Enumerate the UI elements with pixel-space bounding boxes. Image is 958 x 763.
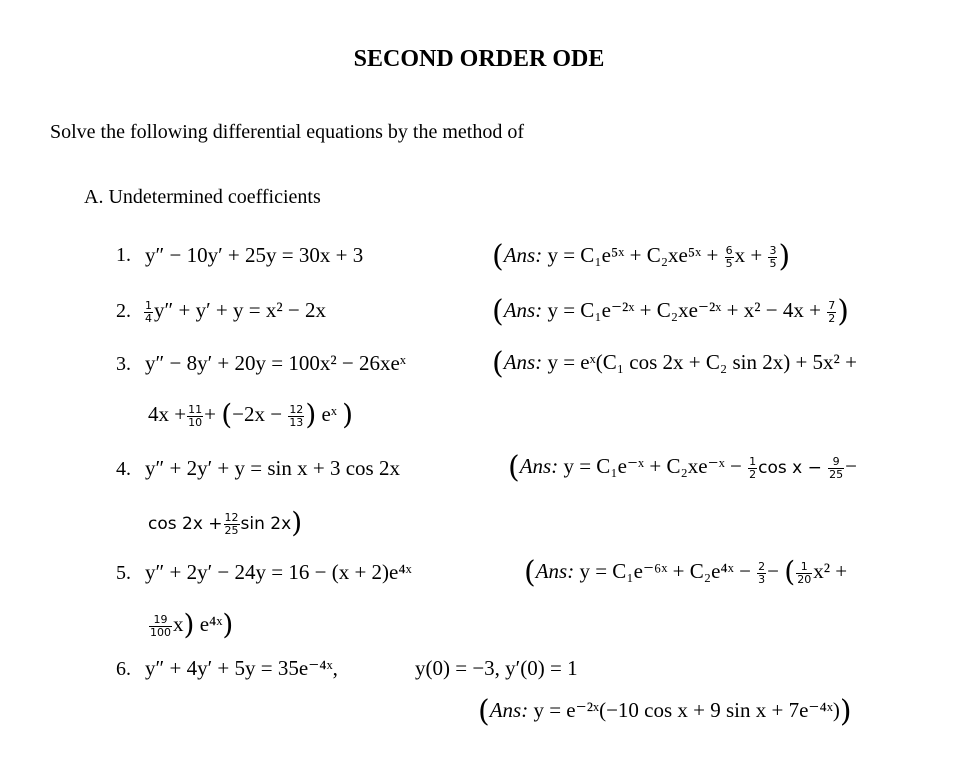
close-paren: )	[222, 608, 234, 641]
answer-continuation: $\frac{19}{100}$ x) e⁴ˣ)	[150, 608, 234, 641]
open-paren: (	[508, 450, 520, 485]
answer-label: Ans:	[519, 454, 559, 478]
fraction: $\frac{12}{25}$	[224, 510, 239, 537]
answer-label: Ans:	[535, 559, 575, 583]
close-paren: )	[837, 294, 849, 329]
problem-equation: $\frac{1}{4}$ y″ + y′ + y = x² − 2x	[145, 298, 327, 325]
answer-continuation: cos 2x + $\frac{12}{25}$ sin 2x)	[148, 506, 303, 539]
answer-body: y = C₁e⁻ˣ + C₂xe⁻ˣ −	[558, 454, 742, 478]
fraction: $\frac{2}{3}$	[758, 559, 766, 586]
answer-body: y = C₁e⁻²ˣ + C₂xe⁻²ˣ + x² − 4x +	[542, 298, 821, 322]
answer-mid: x +	[734, 243, 763, 267]
problem-number: 5.	[116, 562, 131, 584]
answer-label: Ans:	[489, 698, 529, 722]
problem-equation: y″ + 2y′ + y = sin x + 3 cos 2x	[145, 456, 400, 480]
answer-label: Ans:	[503, 243, 543, 267]
fraction: $\frac{19}{100}$	[150, 612, 171, 639]
problem-answer	[492, 294, 849, 329]
open-paren: (	[221, 398, 233, 431]
close-paren: )	[342, 398, 354, 431]
problem-answer: (Ans: y = C₁e⁻⁶ˣ + C₂e⁴ˣ − $\frac{2}{3}$ − ( $\frac{1}{20}$ x² +	[524, 555, 848, 590]
fraction: $\frac{1}{20}$	[797, 559, 812, 586]
intro-text: Solve the following differential equations by the method of	[50, 121, 524, 143]
fraction: $\frac{7}{2}$	[828, 298, 836, 325]
open-paren: (	[492, 239, 504, 274]
initial-conditions: y(0) = −3, y′(0) = 1	[415, 656, 578, 680]
open-paren: (	[478, 694, 490, 729]
problem-equation: y″ − 8y′ + 20y = 100x² − 26xeˣ	[145, 351, 406, 375]
fraction: $\frac{3}{5}$	[769, 243, 777, 270]
open-paren: (	[524, 555, 536, 590]
close-paren: )	[778, 239, 791, 274]
problem-number: 6.	[116, 658, 131, 680]
fraction: $\frac{11}{10}$	[188, 402, 203, 429]
page-title: SECOND ORDER ODE	[353, 46, 605, 72]
open-paren: (	[492, 346, 504, 381]
answer-continuation: 4x + $\frac{11}{10}$ + (−2x − $\frac{12}{13}$ ) eˣ )	[148, 398, 354, 431]
fraction: $\frac{1}{4}$	[145, 298, 152, 325]
fraction: $\frac{6}{5}$	[725, 243, 733, 270]
problem-answer: (Ans: y = C₁e⁻ˣ + C₂xe⁻ˣ − $\frac{1}{2}$ cos x − $\frac{9}{25}$ −	[508, 450, 857, 485]
problem-equation: y″ + 2y′ − 24y = 16 − (x + 2)e⁴ˣ	[145, 560, 412, 584]
close-paren: )	[183, 608, 195, 641]
close-paren: )	[291, 506, 303, 539]
close-paren: )	[305, 398, 317, 431]
problem-number: 2.	[116, 300, 131, 322]
answer-body: y = e⁻²ˣ(−10 cos x + 9 sin x + 7e⁻⁴ˣ)	[528, 698, 840, 722]
problem-number: 1.	[116, 244, 131, 266]
problem-answer	[492, 239, 790, 274]
problem-equation: y″ − 10y′ + 25y = 30x + 3	[145, 243, 364, 267]
fraction: $\frac{12}{13}$	[289, 402, 304, 429]
answer-body: y = C₁e⁻⁶ˣ + C₂e⁴ˣ −	[574, 559, 751, 583]
problem-number: 3.	[116, 353, 131, 375]
answer-label: Ans:	[503, 350, 543, 374]
answer-body: y = C₁e⁵ˣ + C₂xe⁵ˣ +	[542, 243, 719, 267]
open-paren: (	[492, 294, 504, 329]
close-paren: )	[839, 694, 852, 729]
problem-answer	[478, 694, 852, 729]
open-paren: (	[784, 555, 796, 588]
fraction: $\frac{9}{25}$	[829, 454, 844, 481]
problem-equation: y″ + 4y′ + 5y = 35e⁻⁴ˣ,	[145, 656, 338, 680]
answer-body: y = eˣ(C₁ cos 2x + C₂ sin 2x) + 5x² +	[542, 350, 857, 374]
answer-label: Ans:	[503, 298, 543, 322]
problem-number: 4.	[116, 458, 131, 480]
section-heading: A. Undetermined coefficients	[84, 186, 321, 208]
fraction: $\frac{1}{2}$	[749, 454, 757, 481]
problem-answer	[492, 346, 857, 381]
